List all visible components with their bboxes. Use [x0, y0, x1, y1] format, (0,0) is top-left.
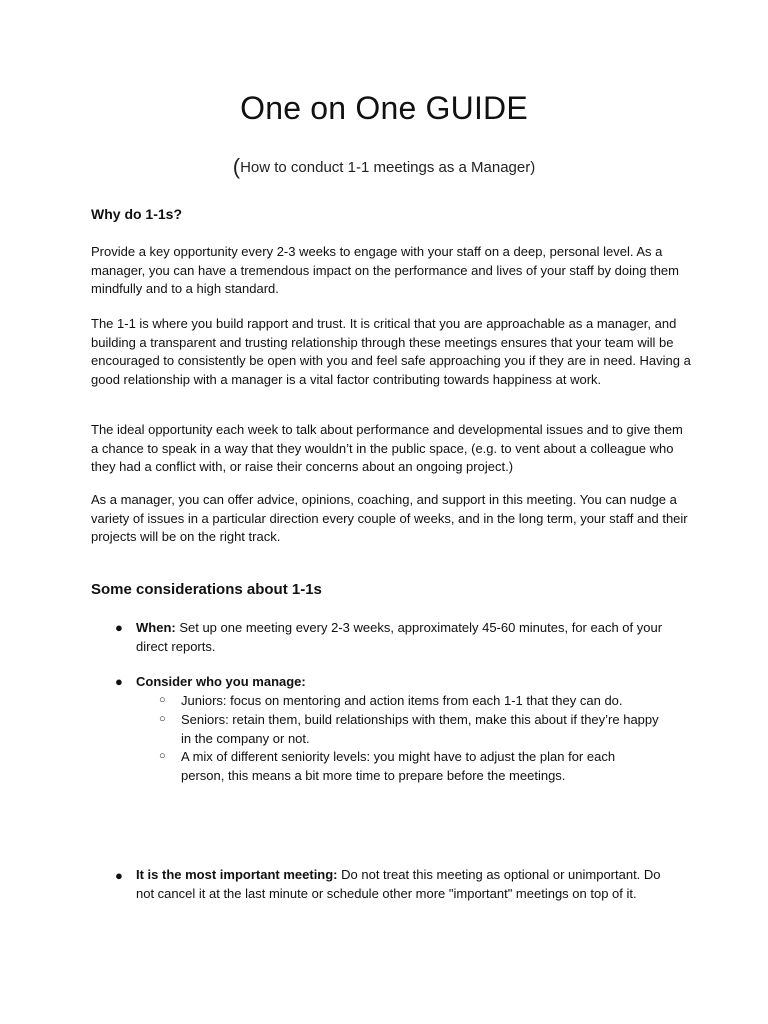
list-item-when	[136, 619, 676, 656]
paragraph-3: The ideal opportunity each week to talk about performance and developmental issues and to give them a chance to speak in a way that they wouldn’t in the public space, (e.g. to vent about a colleague who they had a conflict with, or raise their concerns about an ongoing project.)	[91, 422, 683, 474]
list-item-label: It is the most important meeting:	[136, 867, 338, 882]
sub-item-mix: A mix of different seniority levels: you might have to adjust the plan for each person, this means a bit more time to prepare before the meetings.	[181, 749, 616, 783]
sub-item-seniors: Seniors: retain them, build relationships with them, make this about if they’re happy in the company or not.	[181, 712, 659, 746]
section-heading-considerations: Some considerations about 1-1s	[91, 581, 322, 598]
sub-item-juniors: Juniors: focus on mentoring and action items from each 1-1 that they can do.	[181, 693, 623, 708]
bullet-icon: ●	[115, 620, 123, 635]
page-subtitle	[0, 154, 768, 180]
sub-bullet-icon: ○	[159, 750, 166, 762]
bullet-icon: ●	[115, 868, 123, 883]
section-heading-why: Why do 1-1s?	[91, 206, 183, 222]
list-item-important	[136, 866, 676, 903]
page-title: One on One GUIDE	[240, 90, 528, 126]
paragraph-2: The 1-1 is where you build rapport and trust. It is critical that you are approachable as a manager, and building a transparent and trusting relationship through these meetings ensures that your team will be encouraged to consistently be open with you and feel safe approaching you if they are in need. Having a good relationship with a manager is a vital factor contributing towards happiness at work.	[91, 316, 691, 387]
paragraph-1: Provide a key opportunity every 2-3 weeks to engage with your staff on a deep, personal level. As a manager, you can have a tremendous impact on the performance and lives of your staff by doing them mindfully and to a high standard.	[91, 244, 679, 296]
list-item-consider	[136, 673, 676, 692]
bullet-icon: ●	[115, 674, 123, 689]
list-item-label: When:	[136, 620, 176, 635]
list-item-text: Set up one meeting every 2-3 weeks, approximately 45-60 minutes, for each of your direct reports.	[136, 620, 663, 654]
list-item-text: Do not treat this meeting as optional or unimportant. Do not cancel it at the last minute or schedule other more "important" meetings on top of it.	[136, 867, 661, 901]
sub-bullet-icon: ○	[159, 713, 166, 725]
subtitle-paren: (	[232, 154, 241, 179]
subtitle-text: How to conduct 1-1 meetings as a Manager)	[240, 159, 536, 176]
list-item-label: Consider who you manage:	[136, 674, 306, 689]
sub-bullet-icon: ○	[159, 694, 166, 706]
paragraph-4: As a manager, you can offer advice, opinions, coaching, and support in this meeting. You can nudge a variety of issues in a particular direction every couple of weeks, and in the long term, your staff and their projects will be on the right track.	[91, 492, 688, 544]
